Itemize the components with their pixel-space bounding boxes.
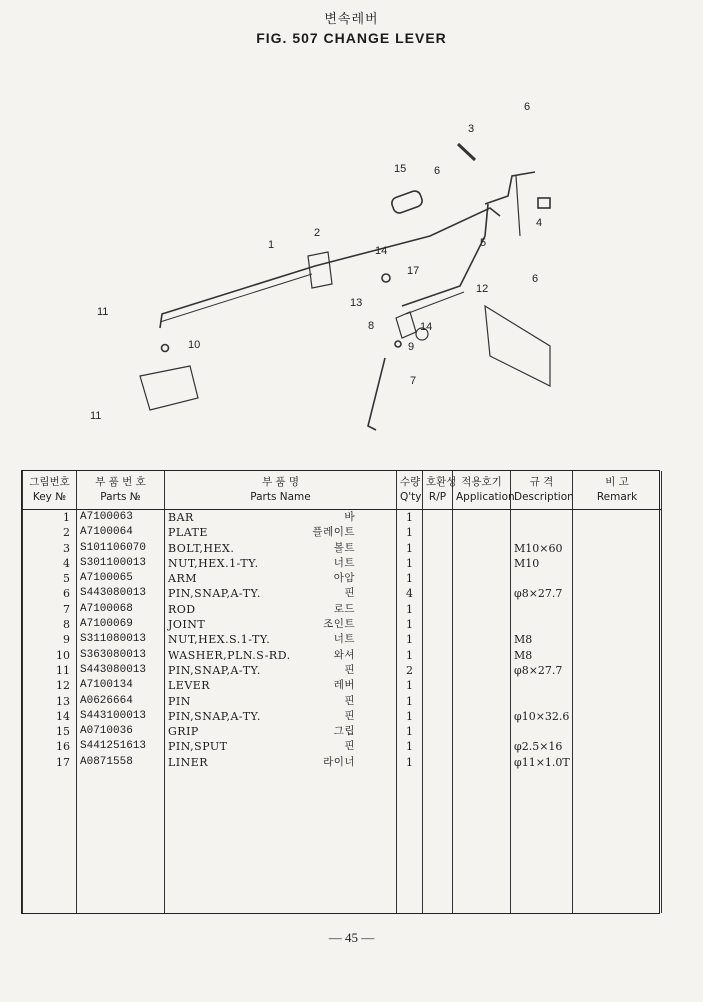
cell-qty: 1 xyxy=(397,694,423,709)
page-number: — 45 — xyxy=(328,930,375,945)
cell-parts-no: A7100065 xyxy=(77,571,165,586)
cell-application xyxy=(453,602,511,617)
cell-description: φ2.5×16 xyxy=(511,739,573,754)
cell-description: φ8×27.7 xyxy=(511,586,573,601)
cell-qty: 1 xyxy=(397,541,423,556)
cell-application xyxy=(453,678,511,693)
cell-parts-name-en: BAR xyxy=(168,511,194,524)
cell-key: 7 xyxy=(23,602,77,617)
cell-parts-name-en: LEVER xyxy=(168,679,211,693)
header-rp: 호환성 R/P xyxy=(423,471,453,510)
cell-application xyxy=(453,632,511,647)
svg-text:4: 4 xyxy=(536,217,543,229)
cell-parts-name-ko: 조인트 xyxy=(323,618,355,631)
cell-qty: 1 xyxy=(397,755,423,770)
table-row xyxy=(23,755,662,770)
cell-key: 9 xyxy=(23,632,77,647)
cell-parts-name-ko: 와셔 xyxy=(333,648,355,661)
cell-application xyxy=(453,663,511,678)
cell-key: 1 xyxy=(23,510,77,526)
cell-qty: 1 xyxy=(397,602,423,617)
cell-parts-name xyxy=(165,525,397,540)
cell-remark xyxy=(573,739,662,754)
cell-key: 8 xyxy=(23,617,77,632)
cell-remark xyxy=(573,678,662,693)
cell-parts-name xyxy=(165,510,397,526)
cell-parts-name-en: PIN,SNAP,A-TY. xyxy=(168,587,261,601)
cell-qty: 1 xyxy=(397,525,423,540)
cell-parts-name-ko: 핀 xyxy=(344,587,355,600)
cell-rp xyxy=(423,709,453,724)
table-row xyxy=(23,586,662,601)
cell-qty: 1 xyxy=(397,556,423,571)
cell-qty: 2 xyxy=(397,663,423,678)
cell-parts-name xyxy=(165,571,397,586)
cell-rp xyxy=(423,556,453,571)
table-row xyxy=(23,525,662,540)
cell-description xyxy=(511,571,573,586)
parts-table xyxy=(22,471,662,913)
cell-key: 13 xyxy=(23,694,77,709)
svg-text:9: 9 xyxy=(408,341,415,353)
cell-application xyxy=(453,724,511,739)
cell-key: 2 xyxy=(23,525,77,540)
cell-parts-name-en: LINER xyxy=(168,755,209,769)
table-row xyxy=(23,541,662,556)
cell-application xyxy=(453,571,511,586)
cell-parts-no: S443080013 xyxy=(77,663,165,678)
svg-text:3: 3 xyxy=(468,123,475,135)
cell-parts-name xyxy=(165,755,397,770)
table-row xyxy=(23,678,662,693)
cell-parts-no: S443080013 xyxy=(77,586,165,601)
header-description: 규 격 Description xyxy=(511,471,573,510)
table-row xyxy=(23,694,662,709)
cell-parts-name-en: ARM xyxy=(168,572,197,586)
cell-rp xyxy=(423,739,453,754)
cell-rp xyxy=(423,632,453,647)
cell-parts-name-en: PIN,SNAP,A-TY. xyxy=(168,663,261,677)
header-qty: 수량 Q'ty xyxy=(397,471,423,510)
cell-remark xyxy=(573,571,662,586)
cell-rp xyxy=(423,724,453,739)
cell-parts-no: A7100063 xyxy=(77,510,165,526)
cell-parts-name-ko: 핀 xyxy=(344,740,355,753)
cell-parts-name xyxy=(165,694,397,709)
cell-qty: 1 xyxy=(397,739,423,754)
cell-parts-name xyxy=(165,602,397,617)
cell-rp xyxy=(423,678,453,693)
cell-key: 4 xyxy=(23,556,77,571)
cell-description xyxy=(511,510,573,526)
cell-remark xyxy=(573,541,662,556)
cell-parts-name-en: JOINT xyxy=(168,618,206,632)
cell-parts-no: S443100013 xyxy=(77,709,165,724)
header-key: 그림번호 Key № xyxy=(23,471,77,510)
cell-parts-name xyxy=(165,617,397,632)
cell-parts-name-ko: 레버 xyxy=(333,679,355,692)
cell-description: M10×60 xyxy=(511,541,573,556)
cell-remark xyxy=(573,525,662,540)
cell-description xyxy=(511,694,573,709)
cell-qty: 1 xyxy=(397,571,423,586)
cell-parts-name-en: PLATE xyxy=(168,526,208,540)
table-row xyxy=(23,602,662,617)
cell-parts-name xyxy=(165,541,397,556)
cell-application xyxy=(453,709,511,724)
cell-rp xyxy=(423,571,453,586)
cell-parts-name-ko: 볼트 xyxy=(333,541,355,554)
cell-rp xyxy=(423,586,453,601)
table-row xyxy=(23,709,662,724)
cell-parts-name-en: NUT,HEX.S.1-TY. xyxy=(168,633,271,647)
cell-parts-no: A7100069 xyxy=(77,617,165,632)
cell-parts-name-ko: 로드 xyxy=(333,602,355,615)
cell-application xyxy=(453,525,511,540)
cell-parts-name-ko: 바 xyxy=(344,511,355,523)
cell-application xyxy=(453,694,511,709)
cell-description xyxy=(511,602,573,617)
svg-text:12: 12 xyxy=(476,283,489,295)
cell-parts-no: A0626664 xyxy=(77,694,165,709)
exploded-parts-diagram xyxy=(80,86,600,446)
cell-parts-name-ko: 플레이트 xyxy=(312,526,355,539)
cell-remark xyxy=(573,663,662,678)
cell-parts-no: S301100013 xyxy=(77,556,165,571)
cell-description: M8 xyxy=(511,648,573,663)
header-remark: 비 고 Remark xyxy=(573,471,662,510)
cell-description xyxy=(511,525,573,540)
cell-application xyxy=(453,739,511,754)
cell-parts-no: A7100064 xyxy=(77,525,165,540)
cell-parts-no: A7100068 xyxy=(77,602,165,617)
header-application: 적용호기 Application xyxy=(453,471,511,510)
table-row xyxy=(23,571,662,586)
cell-key: 10 xyxy=(23,648,77,663)
cell-key: 11 xyxy=(23,663,77,678)
cell-application xyxy=(453,556,511,571)
cell-rp xyxy=(423,617,453,632)
svg-text:17: 17 xyxy=(407,265,420,277)
cell-parts-name-en: NUT,HEX.1-TY. xyxy=(168,556,259,570)
table-row xyxy=(23,663,662,678)
cell-qty: 1 xyxy=(397,617,423,632)
cell-application xyxy=(453,510,511,526)
cell-rp xyxy=(423,602,453,617)
table-row xyxy=(23,617,662,632)
diagram-drawing xyxy=(80,86,600,446)
cell-parts-name-ko: 핀 xyxy=(344,663,355,676)
cell-description: M8 xyxy=(511,632,573,647)
cell-key: 3 xyxy=(23,541,77,556)
cell-rp xyxy=(423,694,453,709)
svg-text:6: 6 xyxy=(524,101,531,113)
cell-key: 14 xyxy=(23,709,77,724)
cell-qty: 1 xyxy=(397,632,423,647)
table-row xyxy=(23,556,662,571)
cell-parts-name-en: PIN,SNAP,A-TY. xyxy=(168,709,261,723)
cell-parts-name-ko: 핀 xyxy=(344,709,355,722)
cell-parts-name xyxy=(165,586,397,601)
cell-parts-name-en: PIN xyxy=(168,694,191,708)
cell-key: 17 xyxy=(23,755,77,770)
cell-parts-no: S311080013 xyxy=(77,632,165,647)
cell-qty: 4 xyxy=(397,586,423,601)
cell-application xyxy=(453,648,511,663)
cell-parts-name-ko: 너트 xyxy=(333,633,355,646)
cell-remark xyxy=(573,632,662,647)
svg-text:14: 14 xyxy=(420,321,433,333)
cell-key: 16 xyxy=(23,739,77,754)
cell-application xyxy=(453,586,511,601)
cell-description: φ11×1.0T xyxy=(511,755,573,770)
cell-parts-no: S363080013 xyxy=(77,648,165,663)
cell-parts-name-en: GRIP xyxy=(168,725,199,739)
cell-remark xyxy=(573,602,662,617)
cell-parts-no: S101106070 xyxy=(77,541,165,556)
cell-qty: 1 xyxy=(397,709,423,724)
cell-parts-name-ko: 그립 xyxy=(333,725,355,738)
cell-description xyxy=(511,617,573,632)
cell-remark xyxy=(573,648,662,663)
svg-text:15: 15 xyxy=(394,163,407,175)
diagram-parts xyxy=(140,144,550,430)
page-title-korean: 변속레버 xyxy=(324,12,379,27)
cell-parts-name-ko: 핀 xyxy=(344,694,355,707)
cell-parts-name xyxy=(165,648,397,663)
svg-text:5: 5 xyxy=(480,237,487,249)
cell-key: 12 xyxy=(23,678,77,693)
table-row xyxy=(23,648,662,663)
header-parts-name: 부 품 명 Parts Name xyxy=(165,471,397,510)
svg-text:6: 6 xyxy=(532,273,539,285)
cell-parts-name-en: BOLT,HEX. xyxy=(168,541,235,555)
table-row xyxy=(23,632,662,647)
cell-rp xyxy=(423,648,453,663)
cell-parts-name-en: ROD xyxy=(168,602,196,616)
cell-parts-name-ko: 아암 xyxy=(333,572,355,585)
svg-text:8: 8 xyxy=(368,320,375,332)
cell-remark xyxy=(573,510,662,526)
cell-parts-no: A7100134 xyxy=(77,678,165,693)
cell-rp xyxy=(423,525,453,540)
table-row xyxy=(23,724,662,739)
cell-parts-name xyxy=(165,739,397,754)
cell-remark xyxy=(573,694,662,709)
cell-application xyxy=(453,755,511,770)
svg-text:1: 1 xyxy=(268,239,275,251)
svg-text:10: 10 xyxy=(188,339,201,351)
parts-table-frame xyxy=(21,470,660,914)
cell-rp xyxy=(423,755,453,770)
cell-description xyxy=(511,678,573,693)
cell-key: 15 xyxy=(23,724,77,739)
cell-remark xyxy=(573,586,662,601)
cell-description: φ10×32.6 xyxy=(511,709,573,724)
cell-description: φ8×27.7 xyxy=(511,663,573,678)
cell-description: M10 xyxy=(511,556,573,571)
svg-text:7: 7 xyxy=(410,375,417,387)
cell-application xyxy=(453,541,511,556)
cell-key: 5 xyxy=(23,571,77,586)
cell-parts-name-en: PIN,SPUT xyxy=(168,740,228,754)
cell-qty: 1 xyxy=(397,510,423,526)
svg-text:11: 11 xyxy=(90,410,102,422)
cell-qty: 1 xyxy=(397,648,423,663)
cell-parts-name-ko: 너트 xyxy=(333,556,355,569)
table-row xyxy=(23,510,662,526)
cell-parts-name-ko: 라이너 xyxy=(323,755,355,768)
svg-text:14: 14 xyxy=(375,245,388,257)
cell-description xyxy=(511,724,573,739)
cell-remark xyxy=(573,755,662,770)
cell-parts-name xyxy=(165,709,397,724)
cell-parts-no: A0710036 xyxy=(77,724,165,739)
svg-text:2: 2 xyxy=(314,227,321,239)
svg-text:11: 11 xyxy=(97,306,109,318)
cell-parts-no: S441251613 xyxy=(77,739,165,754)
cell-key: 6 xyxy=(23,586,77,601)
cell-remark xyxy=(573,556,662,571)
cell-remark xyxy=(573,617,662,632)
cell-parts-name xyxy=(165,724,397,739)
cell-parts-name-en: WASHER,PLN.S-RD. xyxy=(168,648,291,662)
cell-parts-name xyxy=(165,556,397,571)
table-header-row xyxy=(23,471,662,510)
table-row xyxy=(23,739,662,754)
cell-remark xyxy=(573,724,662,739)
cell-qty: 1 xyxy=(397,678,423,693)
cell-remark xyxy=(573,709,662,724)
svg-text:13: 13 xyxy=(350,297,363,309)
cell-qty: 1 xyxy=(397,724,423,739)
page-title: FIG. 507 CHANGE LEVER xyxy=(256,30,447,46)
cell-rp xyxy=(423,510,453,526)
cell-rp xyxy=(423,663,453,678)
cell-application xyxy=(453,617,511,632)
cell-parts-name xyxy=(165,632,397,647)
table-filler-row xyxy=(23,770,662,913)
cell-rp xyxy=(423,541,453,556)
header-parts-no: 부 품 번 호 Parts № xyxy=(77,471,165,510)
cell-parts-no: A0871558 xyxy=(77,755,165,770)
svg-text:6: 6 xyxy=(434,165,441,177)
cell-parts-name xyxy=(165,663,397,678)
cell-parts-name xyxy=(165,678,397,693)
